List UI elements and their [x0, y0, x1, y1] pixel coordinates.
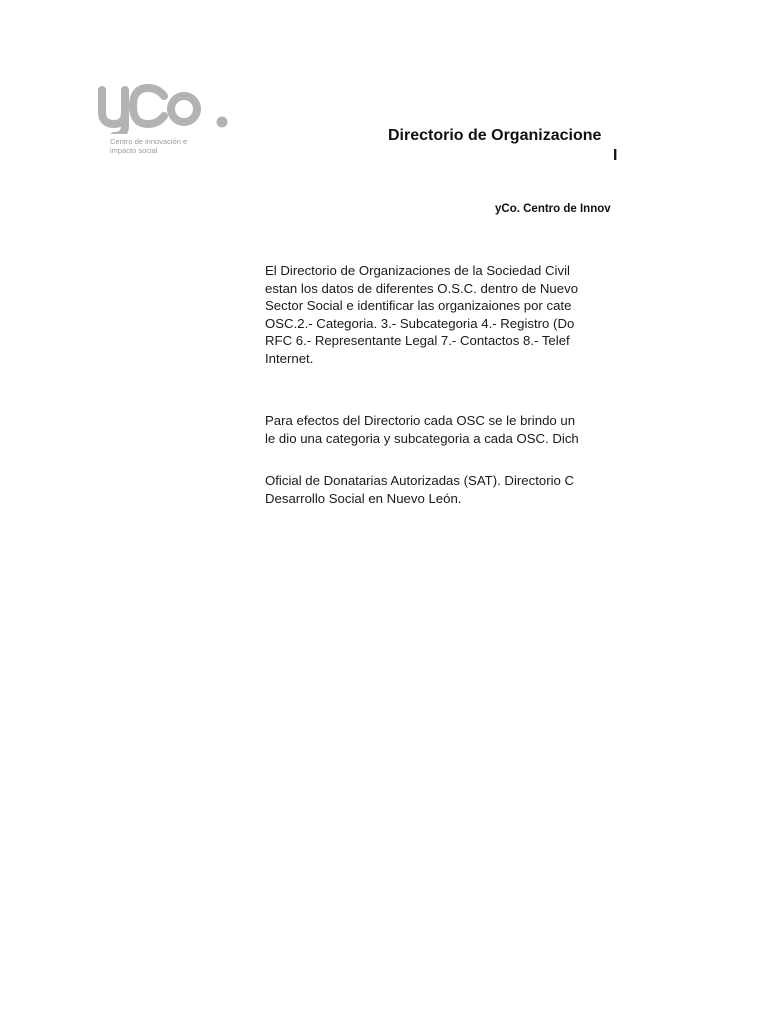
document-title: Directorio de Organizacione	[388, 127, 602, 144]
paragraph-line: Para efectos del Directorio cada OSC se le brindo un	[265, 413, 576, 428]
paragraph-line: Desarrollo Social en Nuevo León.	[265, 490, 462, 506]
sources-paragraph	[265, 472, 574, 507]
intro-paragraph	[265, 262, 578, 367]
paragraph-line: estan los datos de diferentes O.S.C. dentro de Nuevo	[265, 280, 579, 296]
methodology-paragraph	[265, 412, 579, 447]
paragraph-line: El Directorio de Organizaciones de la Sociedad Civil	[265, 263, 570, 278]
paragraph-line: Sector Social e identificar las organizaiones por cate	[265, 298, 572, 313]
paragraph-line: OSC.2.- Categoria. 3.- Subcategoria 4.- Registro (Do	[265, 315, 575, 331]
paragraph-line: Internet.	[265, 350, 314, 366]
document-title-line2: I	[613, 147, 618, 164]
logo-tagline-line2: impacto social	[110, 146, 158, 155]
paragraph-line: Oficial de Donatarias Autorizadas (SAT). Directorio C	[265, 473, 575, 488]
paragraph-line: le dio una categoria y subcategoria a cada OSC. Dich	[265, 430, 579, 446]
document-subtitle: yCo. Centro de Innov	[495, 203, 611, 215]
paragraph-line: RFC 6.- Representante Legal 7.- Contactos 8.- Telef	[265, 333, 570, 348]
logo-tagline-line1: Centro de innovación e	[110, 137, 188, 146]
